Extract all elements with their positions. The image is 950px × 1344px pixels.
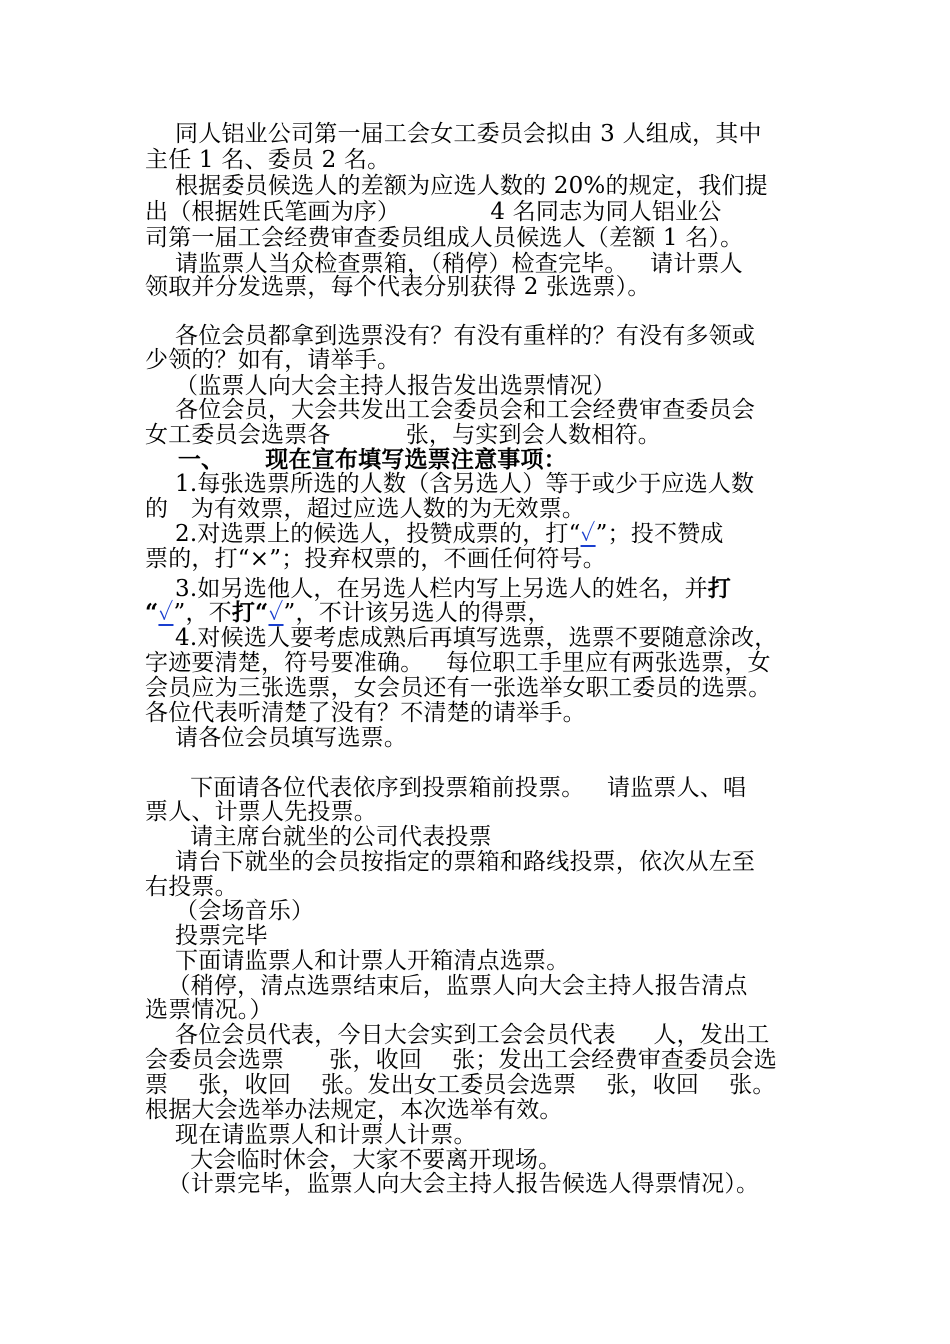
text-fragment: “ [145,599,159,626]
text-line: 各位代表听清楚了没有？不清楚的请举手。 [145,700,586,726]
text-line: 大会临时休会，大家不要离开现场。 [145,1147,562,1173]
text-line: （监票人向大会主持人报告发出选票情况） [145,373,616,399]
text-line: 司第一届工会经费审查委员组成人员候选人（差额 1 名）。 [145,225,744,251]
text-line: 请监票人当众检查票箱，（稍停）检查完毕。 请计票人 [145,251,743,277]
text-line: 会员应为三张选票，女会员还有一张选举女职工委员的选票。 [145,675,772,701]
text-line: （会场音乐） [145,898,315,924]
text-line [145,600,551,625]
text-line: 投票完毕 [145,923,268,949]
text-fragment: ”，不 [173,600,232,626]
text-line: 字迹要清楚，符号要准确。 每位职工手里应有两张选票，女 [145,650,771,676]
check-mark-icon: ✓ [268,600,284,626]
text-line: 的 为有效票，超过应选人数的为无效票。 [145,496,586,522]
text-line: 女工委员会选票各 张，与实到会人数相符。 [145,422,661,448]
text-line: 请台下就坐的会员按指定的票箱和路线投票，依次从左至 [145,849,756,875]
text-line: 各位会员代表，今日大会实到工会会员代表 人，发出工 [145,1022,770,1048]
text-line: 票 张，收回 张。发出女工委员会选票 张，收回 张。 [145,1072,776,1098]
check-mark-icon: ✓ [158,600,174,626]
text-line: 下面请各位代表依序到投票箱前投票。 请监票人、唱 [145,775,747,801]
text-line [145,522,724,547]
text-line: 1.每张选票所选的人数（含另选人）等于或少于应选人数 [145,471,755,497]
text-line: 右投票。 [145,874,238,900]
check-mark-icon: ✓ [580,521,596,547]
text-fragment: 打 [707,575,731,602]
text-line: 请各位会员填写选票。 [145,725,408,751]
text-line: （稍停，清点选票结束后，监票人向大会主持人报告清点 [145,973,748,999]
text-line: （计票完毕，监票人向大会主持人报告候选人得票情况）。 [145,1171,760,1197]
text-line: 出（根据姓氏笔画为序） 4 名同志为同人铝业公 [145,199,722,225]
text-fragment: 打“ [231,599,269,626]
text-fragment: 3.如另选他人，在另选人栏内写上另选人的姓名，并 [145,576,708,602]
text-line: 票的，打“×”；投弃权票的，不画任何符号。 [145,546,606,572]
text-fragment: ”，不计该另选人的得票， [283,600,551,626]
text-line: 领取并分发选票，每个代表分别获得 2 张选票）。 [145,274,651,300]
text-fragment: ”；投不赞成 [595,521,724,547]
text-line: 现在请监票人和计票人计票。 [145,1122,477,1148]
text-line: 根据大会选举办法规定，本次选举有效。 [145,1097,563,1123]
text-line: 4.对候选人要考虑成熟后再填写选票，选票不要随意涂改， [145,625,778,651]
text-line: 各位会员都拿到选票没有？有没有重样的？有没有多领或 [145,323,756,349]
text-line: 请主席台就坐的公司代表投票 [145,824,492,850]
text-line: 各位会员，大会共发出工会委员会和工会经费审查委员会 [145,397,756,423]
text-line: 同人铝业公司第一届工会女工委员会拟由 3 人组成，其中 [145,121,762,147]
text-line: 少领的？如有，请举手。 [145,347,401,373]
text-line: 根据委员候选人的差额为应选人数的 20%的规定，我们提 [145,173,768,199]
text-line [145,576,731,601]
text-line: 票人、计票人先投票。 [145,799,377,825]
text-line: 下面请监票人和计票人开箱清点选票。 [145,948,570,974]
text-line: 选票情况。） [145,997,273,1023]
text-line: 主任 1 名、委员 2 名。 [145,147,391,173]
text-fragment: 2.对选票上的候选人，投赞成票的，打“ [145,521,581,547]
section-heading: 一、 现在宣布填写选票注意事项： [145,446,567,473]
text-line: 会委员会选票 张，收回 张；发出工会经费审查委员会选 [145,1047,777,1073]
